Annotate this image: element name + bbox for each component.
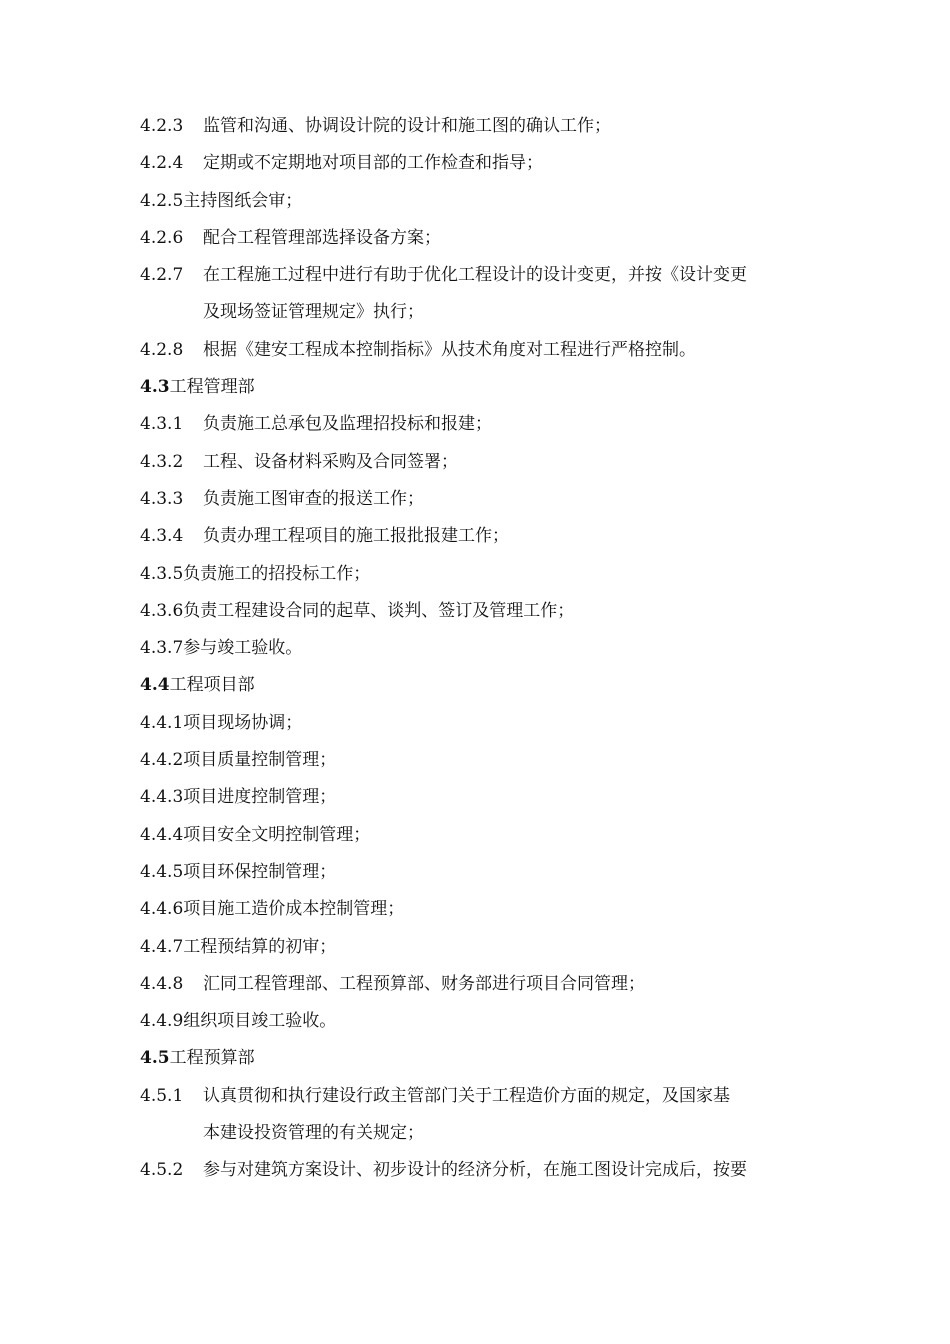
item-text: 项目现场协调； [183,712,303,733]
section-number: 4.4 [140,675,170,696]
list-item [140,854,830,891]
section-number: 4.3 [140,377,170,398]
item-number: 4.3.2 [140,451,184,472]
item-text: 工程预结算的初审； [183,936,337,957]
item-text: 本建设投资管理的有关规定； [203,1123,424,1144]
item-number: 4.3.1 [140,414,184,435]
list-item [140,630,830,667]
item-text: 项目施工造价成本控制管理； [183,899,405,920]
item-text: 项目环保控制管理； [183,861,337,882]
list-item [140,108,830,145]
item-text: 负责施工总承包及监理招投标和报建； [203,414,492,435]
list-item [140,929,830,966]
item-number: 4.2.4 [140,153,184,174]
section-heading [140,667,830,704]
list-item [140,406,830,443]
item-text: 根据《建安工程成本控制指标》从技术角度对工程进行严格控制。 [203,339,696,360]
item-number: 4.4.8 [140,973,184,994]
item-text: 项目安全文明控制管理； [183,824,371,845]
list-item [140,444,830,481]
item-number: 4.2.3 [140,116,184,136]
section-heading [140,369,830,406]
list-item [140,1078,830,1115]
item-text: 负责工程建设合同的起草、谈判、签订及管理工作； [183,600,575,621]
item-text: 负责施工图审查的报送工作； [203,488,424,509]
item-number: 4.3.3 [140,488,184,509]
list-item [140,220,830,257]
list-item [140,779,830,816]
item-number: 4.2.7 [140,265,184,286]
item-number: 4.5.2 [140,1160,184,1181]
item-text: 项目质量控制管理； [183,750,337,771]
item-number: 4.3.6 [140,600,184,621]
list-item [140,481,830,518]
list-item [140,145,830,182]
list-item [140,593,830,630]
list-item [140,556,830,593]
item-text: 项目进度控制管理； [183,787,337,808]
list-item [140,705,830,742]
item-number: 4.3.4 [140,526,184,547]
item-text: 负责办理工程项目的施工报批报建工作； [203,526,509,547]
item-text: 定期或不定期地对项目部的工作检查和指导； [203,153,543,174]
list-item [140,518,830,555]
list-item [140,257,830,294]
list-item [140,891,830,928]
list-item [140,817,830,854]
document-body [140,108,830,1190]
section-heading [140,1040,830,1077]
list-item [140,332,830,369]
item-text: 主持图纸会审； [183,190,303,211]
list-item [140,966,830,1003]
item-number: 4.3.7 [140,638,184,659]
item-number: 4.4.7 [140,936,184,957]
item-text: 监管和沟通、协调设计院的设计和施工图的确认工作； [203,116,611,136]
item-text: 负责施工的招投标工作； [183,563,371,584]
continuation-line [140,294,830,331]
item-number: 4.2.6 [140,227,184,248]
list-item [140,1152,830,1189]
item-text: 参与竣工验收。 [183,638,303,659]
list-item [140,742,830,779]
item-number: 4.3.5 [140,563,184,584]
item-text: 在工程施工过程中进行有助于优化工程设计的设计变更，并按《设计变更 [203,265,747,286]
item-text: 认真贯彻和执行建设行政主管部门关于工程造价方面的规定，及国家基 [203,1085,730,1106]
item-number: 4.4.2 [140,750,184,771]
item-number: 4.4.1 [140,712,184,733]
item-text: 组织项目竣工验收。 [183,1011,337,1032]
item-number: 4.5.1 [140,1085,184,1106]
item-text: 参与对建筑方案设计、初步设计的经济分析，在施工图设计完成后，按要 [203,1160,747,1181]
section-title: 工程管理部 [169,377,255,398]
list-item [140,1003,830,1040]
item-number: 4.2.5 [140,190,184,211]
item-text: 配合工程管理部选择设备方案； [203,227,441,248]
list-item [140,183,830,220]
item-number: 4.4.6 [140,899,184,920]
continuation-line [140,1115,830,1152]
item-text: 汇同工程管理部、工程预算部、财务部进行项目合同管理； [203,973,645,994]
item-text: 工程、设备材料采购及合同签署； [203,451,458,472]
item-number: 4.4.4 [140,824,184,845]
item-number: 4.4.5 [140,861,184,882]
item-number: 4.4.9 [140,1011,184,1032]
item-number: 4.2.8 [140,339,184,360]
item-text: 及现场签证管理规定》执行； [203,302,424,323]
section-number: 4.5 [140,1048,170,1069]
item-number: 4.4.3 [140,787,184,808]
section-title: 工程项目部 [169,675,255,696]
section-title: 工程预算部 [169,1048,255,1069]
